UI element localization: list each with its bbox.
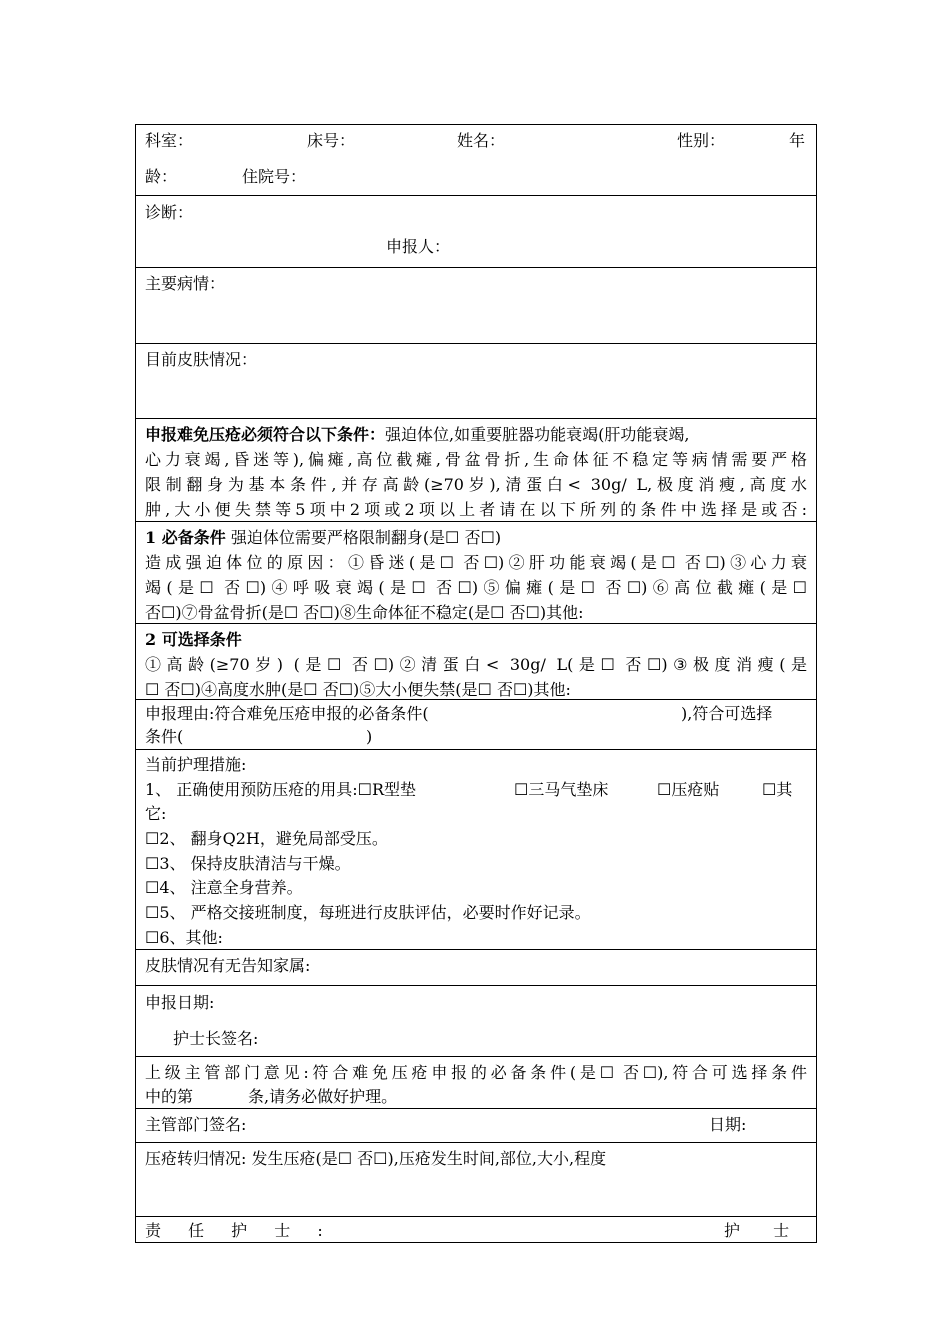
main-condition-row bbox=[136, 268, 816, 344]
care-item-3: ☐3、 保持皮肤清洁与干燥。 bbox=[145, 854, 351, 873]
reason-text-2: ),符合可选择 bbox=[681, 704, 773, 723]
report-date-label: 申报日期: bbox=[145, 993, 215, 1012]
care-item-1: 1、 正确使用预防压疮的用具:☐R型垫 bbox=[145, 780, 417, 799]
care-item-5: ☐5、 严格交接班制度，每班进行皮肤评估，必要时作好记录。 bbox=[145, 903, 591, 922]
bed-label: 床号： bbox=[307, 131, 356, 150]
report-reason-row bbox=[136, 700, 816, 750]
care-item-2: ☐2、 翻身Q2H，避免局部受压。 bbox=[145, 829, 388, 848]
care-item-1-air-mattress: ☐三马气垫床 bbox=[514, 780, 609, 799]
care-item-1-other: ☐其 bbox=[762, 780, 793, 799]
optional-title bbox=[145, 627, 807, 652]
optional-line-1: ①高龄(≥70岁) (是☐ 否☐)②清蛋白< 30g/ L(是☐ 否☐)③极度消瘦(是 bbox=[145, 655, 807, 674]
requirements-line-4: 肿,大小便失禁等5项中2项或2项以上者请在以下所列的条件中选择是或否: bbox=[145, 500, 807, 519]
optional-title-text: 2 可选择条件 bbox=[145, 630, 242, 649]
reporter-label: 申报人： bbox=[386, 237, 451, 256]
requirements-text-1: 强迫体位,如重要脏器功能衰竭(肝功能衰竭, bbox=[385, 425, 690, 444]
diagnosis-label: 诊断： bbox=[145, 203, 194, 222]
superior-line-1: 上级主管部门意见:符合难免压疮申报的必备条件(是☐ 否☐),符合可选择条件 bbox=[145, 1063, 807, 1082]
superior-opinion-row bbox=[136, 1057, 816, 1109]
name-label: 姓名： bbox=[457, 131, 506, 150]
care-measures-row bbox=[136, 750, 816, 950]
forced-position-checkbox-text: 强迫体位需要严格限制翻身(是☐ 否☐) bbox=[230, 528, 502, 547]
mandatory-line-1 bbox=[145, 525, 807, 550]
age-label-part1: 年 bbox=[789, 131, 806, 150]
skin-condition-label: 目前皮肤情况： bbox=[145, 350, 258, 369]
pressure-ulcer-report-form bbox=[135, 124, 817, 1243]
head-nurse-signature-label: 护士长签名: bbox=[173, 1029, 259, 1048]
nurse-label: 护 士 bbox=[724, 1221, 790, 1240]
reason-text-3: 条件( bbox=[145, 727, 184, 746]
admission-number-label: 住院号： bbox=[242, 167, 307, 186]
family-informed-row bbox=[136, 950, 816, 986]
patient-info-row bbox=[136, 125, 816, 196]
mandatory-line-4: 否☐)⑦骨盆骨折(是☐ 否☐)⑧生命体征不稳定(是☐ 否☐)其他: bbox=[145, 603, 584, 622]
mandatory-conditions-row bbox=[136, 522, 816, 624]
responsible-nurse-row bbox=[136, 1217, 816, 1243]
care-item-6: ☐6、其他: bbox=[145, 928, 223, 947]
age-label-part2: 龄： bbox=[145, 167, 178, 186]
optional-line-2: ☐ 否☐)④高度水肿(是☐ 否☐)⑤大小便失禁(是☐ 否☐)其他: bbox=[145, 680, 571, 699]
main-condition-label: 主要病情： bbox=[145, 274, 226, 293]
ulcer-outcome-text: 压疮转归情况: 发生压疮(是☐ 否☐),压疮发生时间,部位,大小,程度 bbox=[145, 1149, 607, 1168]
skin-condition-row bbox=[136, 344, 816, 419]
department-signature-label: 主管部门签名: bbox=[145, 1115, 247, 1134]
department-date-label: 日期: bbox=[709, 1115, 747, 1134]
reason-text-1: 申报理由:符合难免压疮申报的必备条件( bbox=[145, 704, 429, 723]
report-date-row bbox=[136, 986, 816, 1057]
mandatory-line-3: 竭(是☐ 否☐)④呼吸衰竭(是☐ 否☐)⑤偏瘫(是☐ 否☐)⑥高位截瘫(是☐ bbox=[145, 578, 807, 597]
diagnosis-row bbox=[136, 196, 816, 268]
mandatory-title: 1 必备条件 bbox=[145, 528, 226, 547]
care-item-1-other-cont: 它: bbox=[145, 804, 167, 823]
requirements-row bbox=[136, 419, 816, 522]
superior-text-3: 条,请务必做好护理。 bbox=[248, 1087, 398, 1106]
responsible-nurse-label: 责 任 护 士 : bbox=[145, 1221, 323, 1240]
requirements-line-3: 限制翻身为基本条件,并存高龄(≥70岁),清蛋白< 30g/ L,极度消瘦,高度水 bbox=[145, 475, 807, 494]
family-informed-label: 皮肤情况有无告知家属: bbox=[145, 956, 311, 975]
requirements-line-1 bbox=[145, 422, 807, 447]
care-item-1-dressing: ☐压疮贴 bbox=[657, 780, 720, 799]
optional-conditions-row bbox=[136, 624, 816, 700]
requirements-title: 申报难免压疮必须符合以下条件： bbox=[145, 425, 386, 444]
department-signature-row bbox=[136, 1109, 816, 1143]
reason-text-4: ) bbox=[366, 727, 373, 746]
care-item-4: ☐4、 注意全身营养。 bbox=[145, 878, 303, 897]
mandatory-line-2: 造成强迫体位的原因：①昏迷(是☐ 否☐)②肝功能衰竭(是☐ 否☐)③心力衰 bbox=[145, 553, 807, 572]
ulcer-outcome-row bbox=[136, 1143, 816, 1217]
dept-label: 科室： bbox=[145, 131, 194, 150]
care-title: 当前护理措施: bbox=[145, 755, 247, 774]
sex-label: 性别： bbox=[677, 131, 726, 150]
requirements-line-2: 心力衰竭,昏迷等),偏瘫,高位截瘫,骨盆骨折,生命体征不稳定等病情需要严格 bbox=[145, 450, 807, 469]
superior-text-2: 中的第 bbox=[145, 1087, 194, 1106]
